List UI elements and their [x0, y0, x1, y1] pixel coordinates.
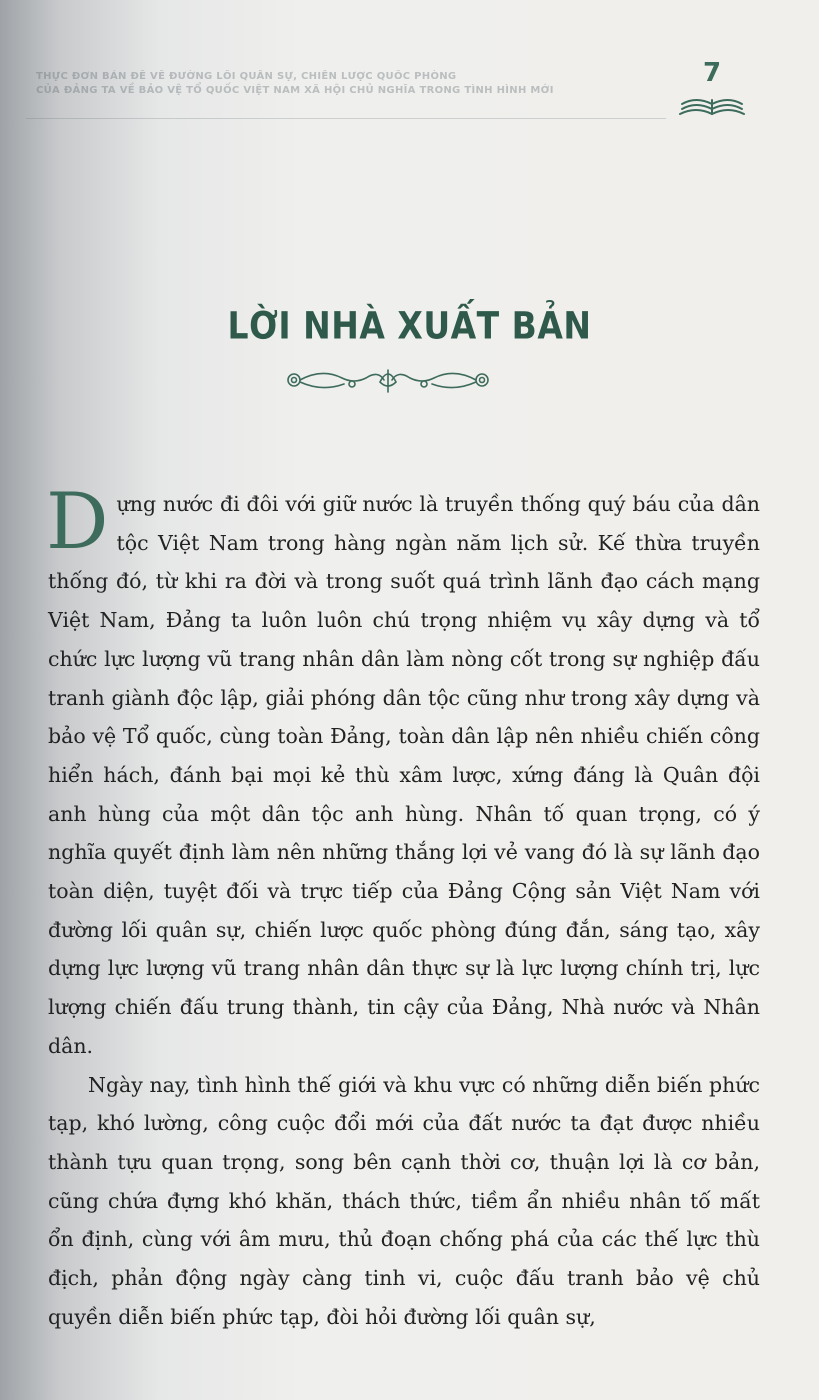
page-title: LỜI NHÀ XUẤT BẢN [227, 304, 592, 348]
running-header-line-2: CỦA ĐẢNG TA VỀ BẢO VỆ TỔ QUỐC VIỆT NAM XÃ HỘI CHỦ NGHĨA TRONG TÌNH HÌNH MỚI [36, 85, 554, 96]
header-rule [26, 118, 666, 119]
running-header-line-1: THỰC ĐƠN BẢN ĐỀ VỀ ĐƯỜNG LỐI QUÂN SỰ, CHIẾN LƯỢC QUỐC PHÒNG [36, 71, 457, 82]
paragraph-1 [46, 477, 760, 1066]
drop-cap: D [46, 477, 109, 567]
open-book-icon [678, 94, 746, 118]
paragraph-2: Ngày nay, tình hình thế giới và khu vực có những diễn biến phức tạp, khó lường, công cuộc đổi mới của đất nước ta đạt được nhiều thành tựu quan trọng, song bên cạnh thời cơ, thuận lợi là cơ bản, cũng chứa đựng khó khăn, thách thức, tiềm ẩn nhiều nhân tố mất ổn định, cùng với âm mưu, thủ đoạn chống phá của các thế lực thù địch, phản động ngày càng tinh vi, cuộc đấu tranh bảo vệ chủ quyền diễn biến phức tạp, đòi hỏi đường lối quân sự, [48, 1072, 760, 1329]
body-text [46, 477, 760, 1336]
scroll-ornament-icon [282, 362, 494, 398]
page-number: 7 [702, 58, 722, 88]
running-header [26, 70, 666, 122]
paragraph-1-text: ựng nước đi đôi với giữ nước là truyền thống quý báu của dân tộc Việt Nam trong hàng ngàn năm lịch sử. Kế thừa truyền thống đó, từ khi ra đời và trong suốt quá trình lãnh đạo cách mạng Việt Nam, Đảng ta luôn luôn chú trọng nhiệm vụ xây dựng và tổ chức lực lượng vũ trang nhân dân làm nòng cốt trong sự nghiệp đấu tranh giành độc lập, giải phóng dân tộc cũng như trong xây dựng và bảo vệ Tổ quốc, cùng toàn Đảng, toàn dân lập nên nhiều chiến công hiển hách, đánh bại mọi kẻ thù xâm lược, xứng đáng là Quân đội anh hùng của một dân tộc anh hùng. Nhân tố quan trọng, có ý nghĩa quyết định làm nên những thắng lợi vẻ vang đó là sự lãnh đạo toàn diện, tuyệt đối và trực tiếp của Đảng Cộng sản Việt Nam với đường lối quân sự, chiến lược quốc phòng đúng đắn, sáng tạo, xây dựng lực lượng vũ trang nhân dân thực sự là lực lượng chính trị, lực lượng chiến đấu trung thành, tin cậy của Đảng, Nhà nước và Nhân dân. [48, 492, 760, 1058]
